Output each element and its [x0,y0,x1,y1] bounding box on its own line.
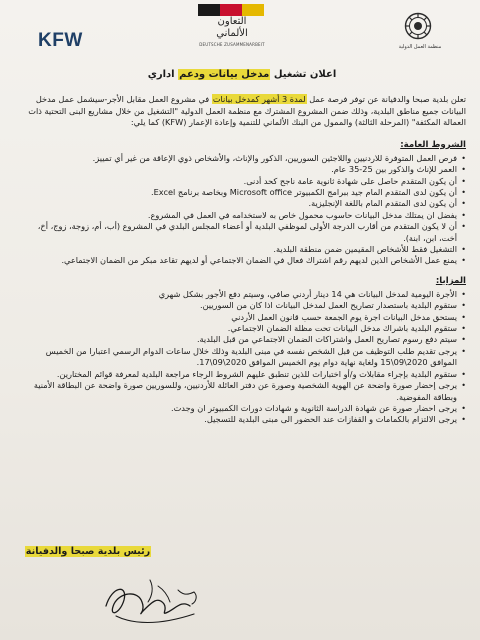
ilo-name: منظمة العمل الدولية [398,44,442,50]
condition-item: • أن يكون لدى المتقدم المام باللغة الإنجليزية. [18,198,466,209]
intro-paragraph [18,94,466,129]
announcement-title [18,68,466,82]
condition-item: • التشغيل فقط للأشخاص المقيمين ضمن منطقة البلدية. [18,244,466,255]
benefits-heading: المزايا: [435,275,466,286]
condition-item: • أن يكون لدى المتقدم المام جيد ببرامج الكمبيوتر Microsoft office وبخاصة برنامج Excel. [18,187,466,198]
condition-item: • يمنع عمل الأشخاص الذين لديهم رقم اشتراك فعال في الضمان الاجتماعي أو لديهم تقاعد مبكر من الضمان الاجتماعي. [18,255,466,266]
coop-title-line2: الألماني [216,28,248,39]
title-highlight: مدخل بيانات ودعم [179,69,270,80]
kfw-logo: KFW [38,30,83,51]
condition-item: • أن يكون المتقدم حاصل على شهادة ثانوية عامة ناجح كحد أدنى. [18,176,466,187]
condition-item: • العمر للإناث والذكور بين 25-35 عام. [18,164,466,175]
benefit-item: • ستقوم البلدية بإجراء مقابلات و/أو اختبارات للذين تنطبق عليهم الشروط الرجاء مراجعة البلدية لمعرفة قوائم المختارين. [18,369,466,380]
benefit-item: • يستحق مدخل البيانات اجرة يوم الجمعة حسب قانون العمل الأردني [18,312,466,323]
benefit-item: • ستقوم البلدية باشراك مدخل البيانات تحت مظلة الضمان الاجتماعي. [18,323,466,334]
intro-part2: في مشروع العمل مقابل الأجر-سيشمل عمل مدخل البيانات جميع مناطق البلدية، وذلك ضمن المشروع المشترك مع منظمة العمل الدولية "التشغيل من خلال مشاريع البنى التحتية ذات العمالة المكثفة" (المرحلة الثالثة) والممول من البنك الألماني للتنمية وإعادة الإعمار (KFW) كما يلي: [28,94,466,128]
signatory-title [18,546,158,557]
benefits-list [18,289,466,426]
announcement-body [18,68,466,426]
benefit-item: • يرجى إحضار صورة واضحة عن الهوية الشخصية وصورة عن دفتر العائلة للأردنيين، وللسوريين صورة واضحة عن البطاقة الأمنية وبطاقة المفوضية. [18,380,466,403]
signatory-title-text: رئيس بلدية صبحا والدفيانة [25,546,151,557]
letterhead [0,0,480,60]
german-cooperation-subtitle: DEUTSCHE ZUSAMMENARBEIT [199,42,265,47]
condition-item: • يفضل ان يمتلك مدخل البيانات حاسوب محمول خاص به لاستخدامه في العمل في المشروع. [18,210,466,221]
condition-item: • أن لا يكون المتقدم من أقارب الدرجة الأولى لموظفي البلدية أو أعضاء المجلس البلدي في المشروع (أب، أم، زوجة، زوج، أخ، أخت، ابن، ابنة). [18,221,466,244]
conditions-list [18,153,466,267]
benefit-item: • يرجى احضار صورة عن شهادة الدراسة الثانوية و شهادات دورات الكمبيوتر ان وجدت. [18,403,466,414]
benefit-item: • يرجى الالتزام بالكمامات و القفازات عند الحضور الى مبنى البلدية للتسجيل. [18,414,466,425]
benefit-item: • يرجى تقديم طلب التوظيف من قبل الشخص نفسه في مبنى البلدية وذلك خلال ساعات الدوام الرسمي اعتبارا من الخميس الموافق 2020\09\15 ولغاية نهاية دوام يوم الخميس الموافق 2020\09\17. [18,346,466,369]
signature-icon [98,566,208,636]
benefit-item: • ستقوم البلدية باستصدار تصاريح العمل لمدخل البيانات اذا كان من السوريين. [18,300,466,311]
title-suffix: اداري [147,69,175,80]
condition-item: • فرص العمل المتوفرة للاردنيين واللاجئين السوريين، الذكور والإناث، والأشخاص ذوي الإعاقة من غير أي تمييز. [18,153,466,164]
benefit-item: • سيتم دفع رسوم تصاريح العمل واشتراكات الضمان الاجتماعي من قبل البلدية. [18,334,466,345]
coop-title-line1: التعاون [217,16,247,27]
intro-part1: تعلن بلدية صبحا والدفيانة عن توفر فرصة عمل [306,94,466,104]
ilo-emblem-icon [404,12,432,40]
benefit-item: • الأجرة اليومية لمدخل البيانات هي 14 دينار أردني صافي، وسيتم دفع الأجور بشكل شهري [18,289,466,300]
conditions-heading: الشروط العامة: [400,139,466,150]
german-flag-icon [198,4,264,16]
german-cooperation-title [196,16,268,40]
intro-highlight: لمدة 3 أشهر كمدخل بيانات [212,94,306,104]
title-prefix: اعلان تشغيل [273,69,337,80]
